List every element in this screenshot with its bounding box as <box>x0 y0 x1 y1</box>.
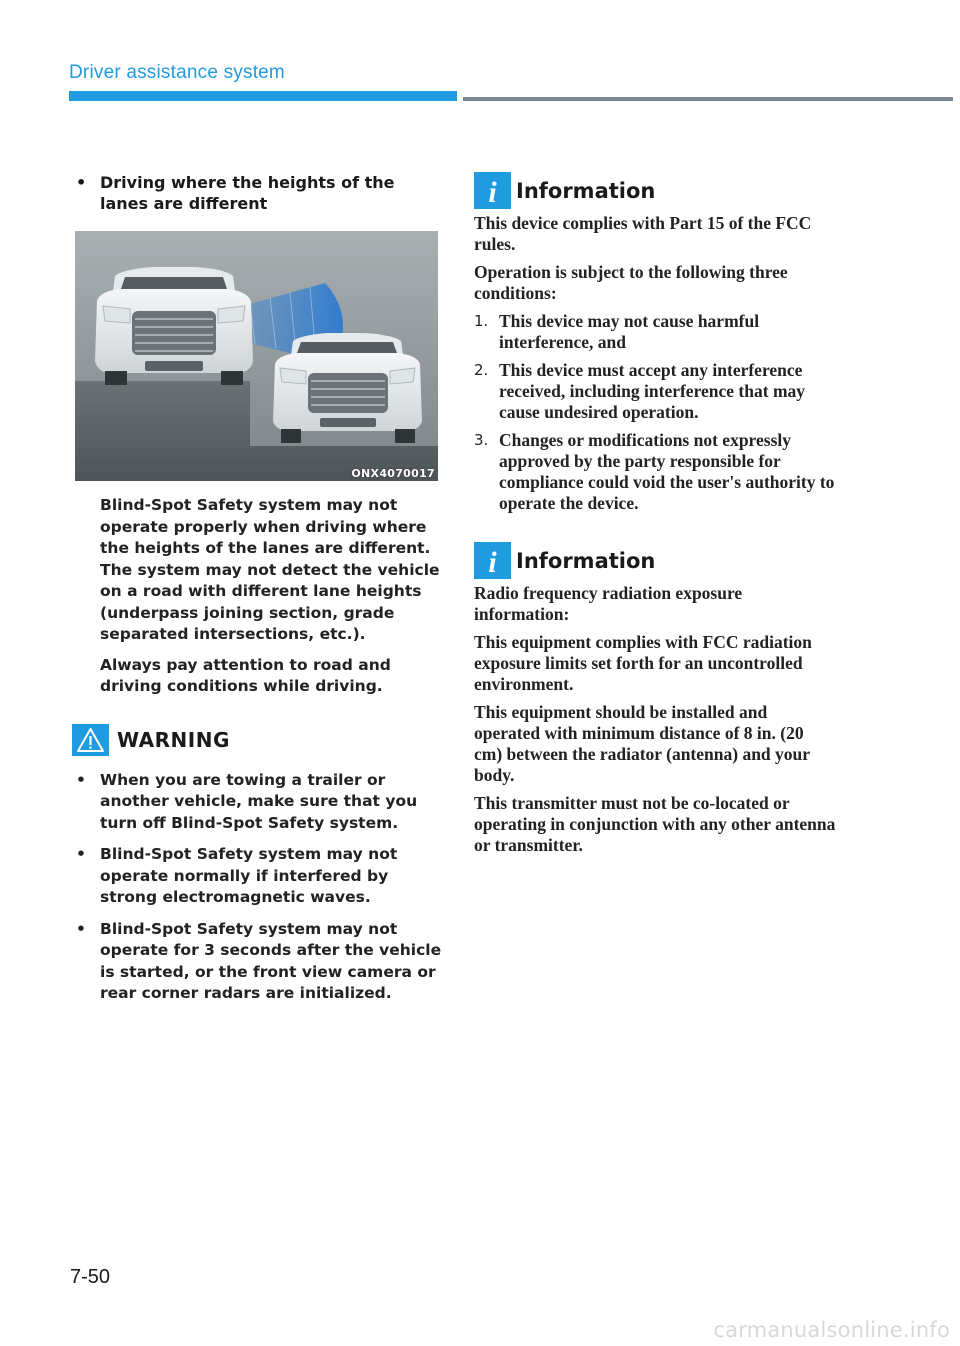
body-paragraph: Always pay attention to road and driving conditions while driving. <box>100 655 391 695</box>
warning-header <box>72 724 442 756</box>
info-paragraph: This equipment complies with FCC radiation exposure limits set forth for an uncontrolled environment. <box>474 632 812 694</box>
section-title: Driver assistance system <box>69 62 285 83</box>
warning-item-text: Blind-Spot Safety system may not operate normally if interfered by strong electromagnetic waves. <box>100 845 398 906</box>
left-column <box>72 172 442 1005</box>
bullet-dot: • <box>76 845 86 863</box>
figure-illustration <box>75 231 438 481</box>
info-i-icon <box>474 542 511 579</box>
warning-triangle-icon <box>72 724 109 756</box>
information-header <box>474 172 836 209</box>
warning-item-text: When you are towing a trailer or another vehicle, make sure that you turn off Blind-Spot Safety system. <box>100 770 418 832</box>
figure-code: ONX4070017 <box>351 467 435 480</box>
information-title: Information <box>516 178 656 203</box>
right-column <box>474 172 836 856</box>
car-lower <box>273 333 422 443</box>
condition-text: This device must accept any interference received, including interference that may cause undesired operation. <box>499 360 806 422</box>
info-paragraph: Operation is subject to the following three conditions: <box>474 262 788 303</box>
condition-text: This device may not cause harmful interference, and <box>499 311 760 352</box>
warning-list <box>72 770 442 1005</box>
condition-text: Changes or modifications not expressly approved by the party responsible for compliance could void the user's authority to operate the device. <box>499 430 835 513</box>
warning-item <box>72 919 442 1005</box>
information-header <box>474 542 836 579</box>
info-paragraph: This equipment should be installed and operated with minimum distance of 8 in. (20 cm) between the radiator (antenna) and your body. <box>474 702 810 785</box>
warning-item <box>72 844 442 909</box>
bullet-heading <box>72 172 442 214</box>
warning-item <box>72 770 442 835</box>
condition-number: 2. <box>474 361 489 379</box>
condition-item <box>474 311 836 353</box>
bullet-dot: • <box>76 919 86 938</box>
watermark: carmanualsonline.info <box>713 1318 950 1342</box>
body-paragraph: Blind-Spot Safety system may not operate properly when driving where the heights of the lanes are different. The system may not detect the vehicle on a road with different lane heights (underpass joining section, grade separated intersections, etc.). <box>100 496 440 643</box>
information-body <box>474 583 836 856</box>
info-paragraph: This device complies with Part 15 of the FCC rules. <box>474 213 812 254</box>
svg-text:i: i <box>488 176 497 209</box>
lane-height-illustration <box>75 231 438 481</box>
condition-item <box>474 360 836 423</box>
info-paragraph: This transmitter must not be co-located or operating in conjunction with any other antenna or transmitter. <box>474 793 836 855</box>
svg-text:i: i <box>488 546 497 579</box>
info-i-icon <box>474 172 511 209</box>
condition-number: 1. <box>474 312 489 330</box>
warning-item-text: Blind-Spot Safety system may not operate for 3 seconds after the vehicle is started, or the front view camera or rear corner radars are initialized. <box>100 919 442 1002</box>
header-divider-bar <box>463 97 953 101</box>
warning-title: WARNING <box>117 727 230 752</box>
bullet-heading-text: Driving where the heights of the lanes are different <box>100 173 395 213</box>
condition-item <box>474 430 836 514</box>
header-accent-bar <box>69 91 457 101</box>
information-body <box>474 213 836 514</box>
condition-number: 3. <box>474 431 489 449</box>
info-paragraph: Radio frequency radiation exposure information: <box>474 583 743 624</box>
information-title: Information <box>516 548 656 573</box>
bullet-dot: • <box>76 173 87 192</box>
bullet-dot: • <box>76 770 86 789</box>
page-number: 7-50 <box>70 1266 111 1288</box>
car-upper <box>95 267 253 385</box>
